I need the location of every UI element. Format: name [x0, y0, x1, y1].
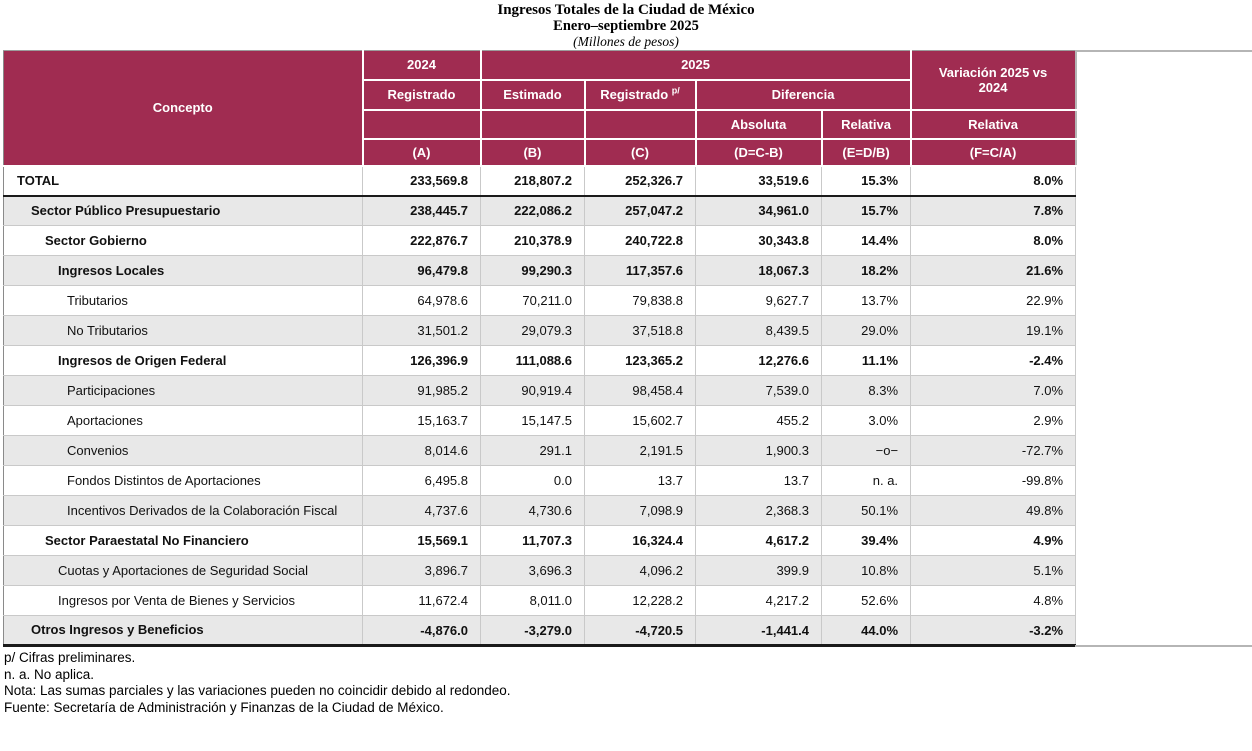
value-e-cell: 14.4%: [822, 226, 911, 256]
value-e-cell: 50.1%: [822, 496, 911, 526]
concept-cell: Ingresos Locales: [4, 256, 363, 286]
table-row: [4, 616, 1076, 646]
value-a-cell: 15,569.1: [363, 526, 481, 556]
table-row: [4, 496, 1076, 526]
footnote-na: n. a. No aplica.: [4, 666, 95, 682]
concept-cell: Fondos Distintos de Aportaciones: [4, 466, 363, 496]
table-row: [4, 406, 1076, 436]
table-row: [4, 586, 1076, 616]
value-b-cell: 222,086.2: [481, 196, 585, 226]
header-formula-f: (F=C/A): [911, 139, 1076, 166]
value-b-cell: 291.1: [481, 436, 585, 466]
value-d-cell: 34,961.0: [696, 196, 822, 226]
concept-cell: Incentivos Derivados de la Colaboración Fiscal: [4, 496, 363, 526]
header-row-years: [4, 51, 1076, 80]
value-c-cell: 257,047.2: [585, 196, 696, 226]
value-b-cell: 15,147.5: [481, 406, 585, 436]
value-e-cell: 39.4%: [822, 526, 911, 556]
value-f-cell: -2.4%: [911, 346, 1076, 376]
value-e-cell: n. a.: [822, 466, 911, 496]
header-registrado-2025-label: Registrado: [600, 87, 669, 102]
value-e-cell: −o−: [822, 436, 911, 466]
concept-cell: Ingresos por Venta de Bienes y Servicios: [4, 586, 363, 616]
value-d-cell: 30,343.8: [696, 226, 822, 256]
value-b-cell: 29,079.3: [481, 316, 585, 346]
value-f-cell: 8.0%: [911, 166, 1076, 196]
concept-cell: Aportaciones: [4, 406, 363, 436]
report-period: Enero–septiembre 2025: [553, 18, 699, 34]
value-d-cell: 7,539.0: [696, 376, 822, 406]
header-absoluta: Absoluta: [696, 110, 822, 139]
value-d-cell: -1,441.4: [696, 616, 822, 646]
concept-cell: Sector Paraestatal No Financiero: [4, 526, 363, 556]
report-units: (Millones de pesos): [573, 34, 679, 49]
value-d-cell: 1,900.3: [696, 436, 822, 466]
table-row: [4, 196, 1076, 226]
value-d-cell: 4,617.2: [696, 526, 822, 556]
value-d-cell: 18,067.3: [696, 256, 822, 286]
value-c-cell: 16,324.4: [585, 526, 696, 556]
value-a-cell: 31,501.2: [363, 316, 481, 346]
value-c-cell: 252,326.7: [585, 166, 696, 196]
concept-cell: Ingresos de Origen Federal: [4, 346, 363, 376]
concept-cell: TOTAL: [4, 166, 363, 196]
value-e-cell: 44.0%: [822, 616, 911, 646]
value-b-cell: 210,378.9: [481, 226, 585, 256]
concept-cell: Sector Gobierno: [4, 226, 363, 256]
value-a-cell: 64,978.6: [363, 286, 481, 316]
concept-cell: Convenios: [4, 436, 363, 466]
value-c-cell: 12,228.2: [585, 586, 696, 616]
value-c-cell: 117,357.6: [585, 256, 696, 286]
footnote-fuente: Fuente: Secretaría de Administración y Finanzas de la Ciudad de México.: [4, 699, 444, 715]
table-top-border-extension: [1075, 50, 1252, 52]
value-a-cell: 126,396.9: [363, 346, 481, 376]
value-e-cell: 3.0%: [822, 406, 911, 436]
table-row: [4, 256, 1076, 286]
value-b-cell: 4,730.6: [481, 496, 585, 526]
table-body: [4, 166, 1076, 646]
table-row: [4, 526, 1076, 556]
value-e-cell: 15.7%: [822, 196, 911, 226]
footnotes-block: [4, 650, 1252, 716]
value-b-cell: 8,011.0: [481, 586, 585, 616]
header-formula-e: (E=D/B): [822, 139, 911, 166]
value-b-cell: 111,088.6: [481, 346, 585, 376]
concept-cell: Participaciones: [4, 376, 363, 406]
value-a-cell: 15,163.7: [363, 406, 481, 436]
report-title-block: [0, 0, 1252, 50]
ingresos-table: [3, 50, 1077, 647]
value-f-cell: 7.0%: [911, 376, 1076, 406]
value-e-cell: 18.2%: [822, 256, 911, 286]
value-d-cell: 2,368.3: [696, 496, 822, 526]
value-d-cell: 4,217.2: [696, 586, 822, 616]
header-formula-c: (C): [585, 139, 696, 166]
header-registrado-2024: Registrado: [363, 80, 481, 110]
header-concepto: Concepto: [4, 51, 363, 166]
value-c-cell: 79,838.8: [585, 286, 696, 316]
value-a-cell: 4,737.6: [363, 496, 481, 526]
value-b-cell: -3,279.0: [481, 616, 585, 646]
value-a-cell: 222,876.7: [363, 226, 481, 256]
value-c-cell: 4,096.2: [585, 556, 696, 586]
header-formula-a: (A): [363, 139, 481, 166]
header-registrado-2025: [585, 80, 696, 110]
table-row: [4, 376, 1076, 406]
value-f-cell: -72.7%: [911, 436, 1076, 466]
value-f-cell: 5.1%: [911, 556, 1076, 586]
value-a-cell: 6,495.8: [363, 466, 481, 496]
table-header: [4, 51, 1076, 166]
preliminary-superscript: p/: [671, 85, 680, 96]
header-formula-d: (D=C-B): [696, 139, 822, 166]
value-e-cell: 15.3%: [822, 166, 911, 196]
table-row: [4, 286, 1076, 316]
header-spacer-a: [363, 110, 481, 139]
concept-cell: Otros Ingresos y Beneficios: [4, 616, 363, 646]
header-2024: 2024: [363, 51, 481, 80]
value-a-cell: 3,896.7: [363, 556, 481, 586]
value-d-cell: 9,627.7: [696, 286, 822, 316]
value-f-cell: 4.9%: [911, 526, 1076, 556]
value-d-cell: 33,519.6: [696, 166, 822, 196]
value-f-cell: -3.2%: [911, 616, 1076, 646]
value-f-cell: 19.1%: [911, 316, 1076, 346]
header-diferencia: Diferencia: [696, 80, 911, 110]
value-f-cell: 22.9%: [911, 286, 1076, 316]
table-row: [4, 346, 1076, 376]
value-c-cell: 2,191.5: [585, 436, 696, 466]
value-e-cell: 10.8%: [822, 556, 911, 586]
value-a-cell: -4,876.0: [363, 616, 481, 646]
value-a-cell: 233,569.8: [363, 166, 481, 196]
footnote-nota: Nota: Las sumas parciales y las variaciones pueden no coincidir debido al redondeo.: [4, 683, 511, 698]
value-f-cell: 4.8%: [911, 586, 1076, 616]
value-b-cell: 99,290.3: [481, 256, 585, 286]
value-f-cell: 8.0%: [911, 226, 1076, 256]
header-spacer-b: [481, 110, 585, 139]
value-b-cell: 70,211.0: [481, 286, 585, 316]
value-c-cell: 13.7: [585, 466, 696, 496]
table-row: [4, 466, 1076, 496]
value-e-cell: 13.7%: [822, 286, 911, 316]
value-a-cell: 96,479.8: [363, 256, 481, 286]
value-e-cell: 29.0%: [822, 316, 911, 346]
table-bottom-border-extension: [1075, 645, 1252, 647]
value-b-cell: 11,707.3: [481, 526, 585, 556]
value-f-cell: 21.6%: [911, 256, 1076, 286]
concept-cell: No Tributarios: [4, 316, 363, 346]
value-f-cell: 49.8%: [911, 496, 1076, 526]
footnote-preliminary: p/ Cifras preliminares.: [4, 650, 136, 665]
header-relativa-e: Relativa: [822, 110, 911, 139]
value-b-cell: 218,807.2: [481, 166, 585, 196]
value-e-cell: 11.1%: [822, 346, 911, 376]
table-row: [4, 316, 1076, 346]
value-a-cell: 238,445.7: [363, 196, 481, 226]
value-b-cell: 3,696.3: [481, 556, 585, 586]
table-row: [4, 166, 1076, 196]
concept-cell: Sector Público Presupuestario: [4, 196, 363, 226]
value-a-cell: 8,014.6: [363, 436, 481, 466]
header-relativa-f: Relativa: [911, 110, 1076, 139]
value-a-cell: 11,672.4: [363, 586, 481, 616]
value-f-cell: 2.9%: [911, 406, 1076, 436]
header-estimado: Estimado: [481, 80, 585, 110]
value-d-cell: 399.9: [696, 556, 822, 586]
value-c-cell: 98,458.4: [585, 376, 696, 406]
value-d-cell: 8,439.5: [696, 316, 822, 346]
concept-cell: Cuotas y Aportaciones de Seguridad Social: [4, 556, 363, 586]
header-variacion: Variación 2025 vs 2024: [911, 51, 1076, 110]
value-b-cell: 90,919.4: [481, 376, 585, 406]
value-d-cell: 13.7: [696, 466, 822, 496]
value-b-cell: 0.0: [481, 466, 585, 496]
header-2025: 2025: [481, 51, 911, 80]
value-a-cell: 91,985.2: [363, 376, 481, 406]
table-row: [4, 226, 1076, 256]
report-title: Ingresos Totales de la Ciudad de México: [497, 2, 755, 18]
value-f-cell: 7.8%: [911, 196, 1076, 226]
value-c-cell: 37,518.8: [585, 316, 696, 346]
value-d-cell: 455.2: [696, 406, 822, 436]
value-c-cell: -4,720.5: [585, 616, 696, 646]
table-row: [4, 556, 1076, 586]
value-c-cell: 240,722.8: [585, 226, 696, 256]
header-formula-b: (B): [481, 139, 585, 166]
value-e-cell: 8.3%: [822, 376, 911, 406]
value-c-cell: 123,365.2: [585, 346, 696, 376]
header-spacer-c: [585, 110, 696, 139]
value-d-cell: 12,276.6: [696, 346, 822, 376]
value-c-cell: 7,098.9: [585, 496, 696, 526]
concept-cell: Tributarios: [4, 286, 363, 316]
value-e-cell: 52.6%: [822, 586, 911, 616]
table-row: [4, 436, 1076, 466]
value-f-cell: -99.8%: [911, 466, 1076, 496]
value-c-cell: 15,602.7: [585, 406, 696, 436]
